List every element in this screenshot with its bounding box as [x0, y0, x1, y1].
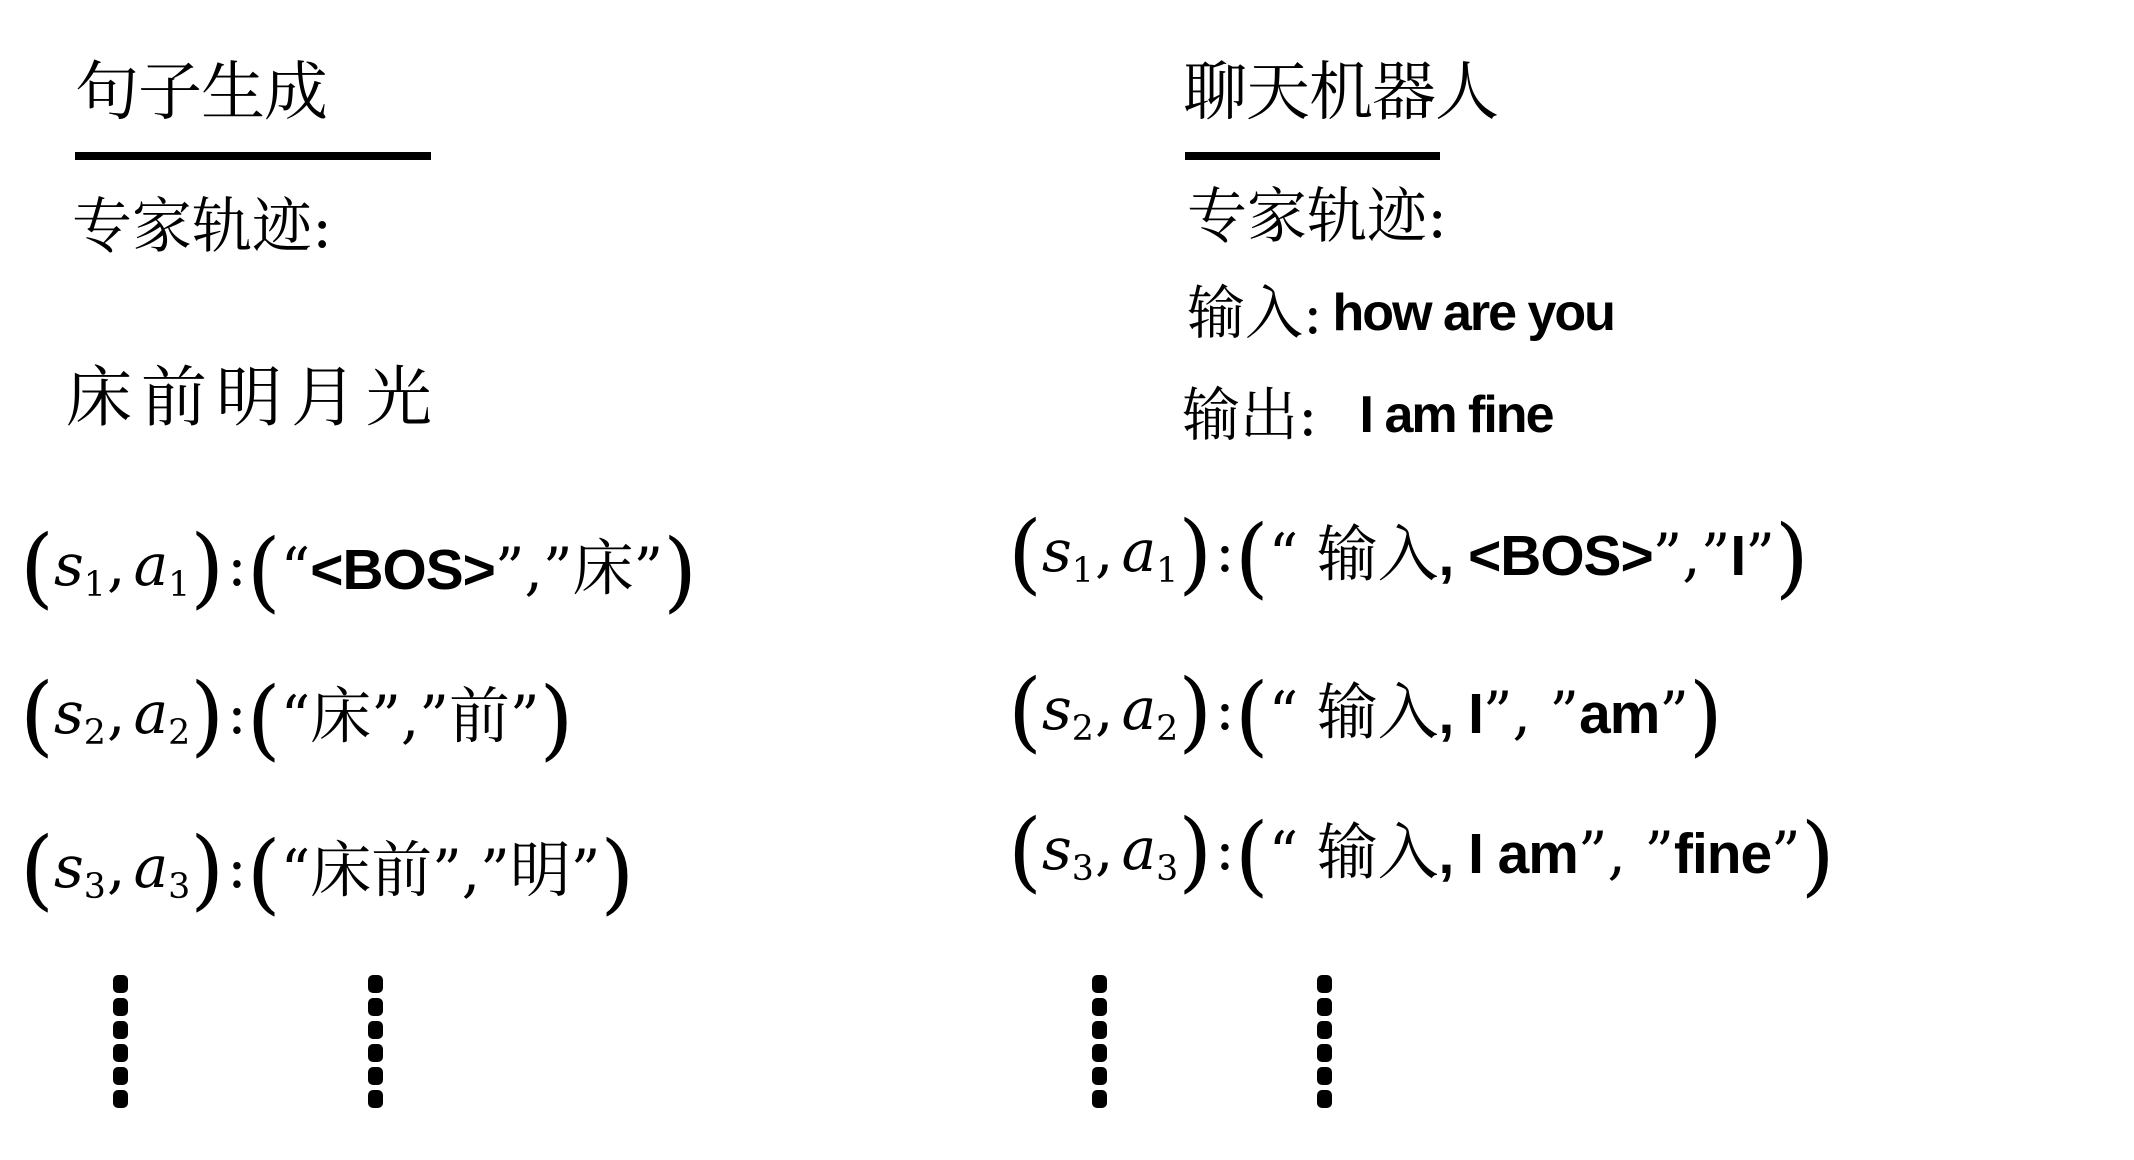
tuple-segment: ): [1688, 664, 1723, 767]
ellipsis-dot: [1092, 975, 1107, 993]
tuple-segment: (: [1234, 804, 1269, 907]
label-comma: ,: [107, 833, 126, 901]
pair-row: [1008, 800, 1835, 907]
state-symbol: s: [1041, 815, 1072, 883]
label-comma: ,: [1095, 675, 1114, 743]
tuple-segment: 前: [448, 681, 510, 752]
input-label: 输入:: [1187, 279, 1323, 347]
vertical-ellipsis: [1092, 975, 1107, 1108]
action-subscript: 2: [168, 713, 191, 754]
action-symbol: a: [1121, 815, 1157, 883]
tuple-segment: ”, ”: [1482, 679, 1580, 747]
io-line-output: [1182, 381, 1553, 449]
pair-row: [20, 664, 574, 771]
action-subscript: 3: [1156, 849, 1179, 890]
label-comma: ,: [107, 679, 126, 747]
state-subscript: 1: [1071, 551, 1094, 592]
ellipsis-dot: [1317, 975, 1332, 993]
tuple-segment: 输入: [1316, 519, 1439, 590]
tuple-segment: 输入: [1316, 817, 1439, 888]
tuple-segment: (: [1234, 506, 1269, 609]
tuple-segment: ”: [509, 683, 540, 751]
output-label: 输出:: [1182, 381, 1318, 449]
state-subscript: 3: [83, 867, 106, 908]
label-colon: :: [227, 679, 247, 747]
pair-row: [1008, 502, 1809, 609]
ellipsis-dot: [368, 1090, 383, 1108]
paren-open: (: [20, 516, 54, 619]
poem-example-text: 床前明月光: [66, 359, 441, 436]
tuple-segment: ”,”: [371, 683, 449, 751]
tuple-segment: ): [1774, 506, 1809, 609]
tuple-segment: , I am: [1438, 823, 1578, 886]
state-symbol: s: [1041, 517, 1072, 585]
tuple-segment: 床前: [310, 835, 433, 906]
ellipsis-dot: [1092, 1067, 1107, 1085]
tuple-segment: “: [1268, 819, 1317, 887]
tuple-segment: 床: [310, 681, 372, 752]
right-panel-title: 聊天机器人: [1183, 56, 1498, 130]
pair-label: [20, 818, 247, 921]
ellipsis-dot: [113, 1044, 128, 1062]
trajectory-tuple: [1234, 664, 1723, 767]
input-value: how are you: [1332, 284, 1614, 343]
tuple-segment: ”: [1771, 819, 1801, 887]
ellipsis-dot: [1092, 998, 1107, 1016]
ellipsis-dot: [1317, 1067, 1332, 1085]
ellipsis-dot: [1317, 1044, 1332, 1062]
tuple-segment: (: [246, 822, 281, 925]
action-symbol: a: [133, 531, 169, 599]
vertical-ellipsis: [113, 975, 128, 1108]
tuple-segment: ”,”: [494, 535, 573, 603]
tuple-segment: ): [600, 822, 635, 925]
trajectory-tuple: [1234, 506, 1809, 609]
label-comma: ,: [1095, 517, 1114, 585]
paren-close: ): [190, 664, 225, 767]
tuple-segment: ”: [633, 535, 664, 603]
ellipsis-dot: [368, 1021, 383, 1039]
tuple-segment: am: [1579, 683, 1660, 746]
tuple-segment: , I: [1438, 683, 1483, 746]
ellipsis-dot: [1317, 1021, 1332, 1039]
tuple-segment: ”,”: [432, 837, 510, 905]
ellipsis-dot: [1317, 1090, 1332, 1108]
ellipsis-dot: [113, 975, 128, 993]
action-subscript: 2: [1156, 709, 1179, 750]
action-subscript: 1: [1156, 551, 1179, 592]
paren-close: ): [1178, 660, 1213, 763]
action-symbol: a: [133, 833, 169, 901]
paren-close: ): [1178, 502, 1213, 605]
state-symbol: s: [53, 679, 84, 747]
ellipsis-dot: [368, 1067, 383, 1085]
tuple-segment: ): [663, 520, 698, 623]
tuple-segment: ”,”: [1652, 521, 1731, 589]
ellipsis-dot: [113, 1067, 128, 1085]
label-comma: ,: [1095, 815, 1114, 883]
paren-open: (: [20, 818, 54, 921]
pair-row: [20, 516, 698, 623]
right-title-underline: [1185, 152, 1440, 160]
ellipsis-dot: [113, 998, 128, 1016]
tuple-segment: , <BOS>: [1438, 525, 1653, 588]
action-subscript: 3: [168, 867, 191, 908]
label-colon: :: [1215, 675, 1235, 743]
left-panel-title: 句子生成: [75, 56, 327, 130]
tuple-segment: ”: [1745, 521, 1775, 589]
paren-open: (: [1008, 502, 1042, 605]
paren-close: ): [1178, 800, 1213, 903]
tuple-segment: <BOS>: [310, 539, 495, 602]
tuple-segment: ”: [1659, 679, 1689, 747]
paren-open: (: [1008, 660, 1042, 763]
tuple-segment: “: [280, 683, 311, 751]
tuple-segment: ”: [570, 837, 601, 905]
left-title-underline: [75, 152, 431, 160]
label-colon: :: [1215, 815, 1235, 883]
pair-row: [1008, 660, 1723, 767]
state-subscript: 3: [1071, 849, 1094, 890]
io-line-input: [1187, 279, 1614, 347]
pair-label: [1008, 660, 1235, 763]
pair-label: [20, 516, 247, 619]
tuple-segment: “: [1268, 521, 1317, 589]
ellipsis-dot: [1092, 1090, 1107, 1108]
tuple-segment: (: [1234, 664, 1269, 767]
vertical-ellipsis: [1317, 975, 1332, 1108]
tuple-segment: ): [539, 668, 574, 771]
trajectory-tuple: [246, 668, 574, 771]
action-symbol: a: [1121, 675, 1157, 743]
ellipsis-dot: [368, 975, 383, 993]
trajectory-tuple: [246, 520, 698, 623]
tuple-segment: ): [1800, 804, 1835, 907]
state-symbol: s: [1041, 675, 1072, 743]
ellipsis-dot: [368, 1044, 383, 1062]
state-symbol: s: [53, 531, 84, 599]
ellipsis-dot: [113, 1021, 128, 1039]
paren-open: (: [20, 664, 54, 767]
paren-open: (: [1008, 800, 1042, 903]
ellipsis-dot: [113, 1090, 128, 1108]
action-symbol: a: [1121, 517, 1157, 585]
label-colon: :: [227, 833, 247, 901]
tuple-segment: “: [280, 837, 311, 905]
tuple-segment: 明: [509, 835, 571, 906]
trajectory-tuple: [246, 822, 635, 925]
right-expert-trajectory-label: 专家轨迹:: [1187, 182, 1448, 252]
tuple-segment: 输入: [1316, 677, 1439, 748]
tuple-segment: 床: [572, 533, 634, 604]
state-subscript: 2: [83, 713, 106, 754]
state-symbol: s: [53, 833, 84, 901]
tuple-segment: “: [1268, 679, 1317, 747]
tuple-segment: (: [246, 668, 281, 771]
pair-row: [20, 818, 635, 925]
pair-label: [1008, 800, 1235, 903]
ellipsis-dot: [1092, 1044, 1107, 1062]
tuple-segment: ”, ”: [1577, 819, 1675, 887]
tuple-segment: fine: [1674, 823, 1772, 886]
tuple-segment: I: [1730, 525, 1746, 588]
action-subscript: 1: [168, 565, 191, 606]
vertical-ellipsis: [368, 975, 383, 1108]
state-subscript: 1: [83, 565, 106, 606]
trajectory-tuple: [1234, 804, 1835, 907]
left-expert-trajectory-label: 专家轨迹:: [72, 192, 333, 262]
ellipsis-dot: [368, 998, 383, 1016]
ellipsis-dot: [1092, 1021, 1107, 1039]
state-subscript: 2: [1071, 709, 1094, 750]
paren-close: ): [190, 818, 225, 921]
ellipsis-dot: [1317, 998, 1332, 1016]
tuple-segment: (: [246, 520, 281, 623]
tuple-segment: “: [280, 535, 311, 603]
output-value: I am fine: [1359, 386, 1553, 445]
label-colon: :: [227, 531, 247, 599]
pair-label: [1008, 502, 1235, 605]
label-comma: ,: [107, 531, 126, 599]
paren-close: ): [190, 516, 225, 619]
label-colon: :: [1215, 517, 1235, 585]
pair-label: [20, 664, 247, 767]
action-symbol: a: [133, 679, 169, 747]
